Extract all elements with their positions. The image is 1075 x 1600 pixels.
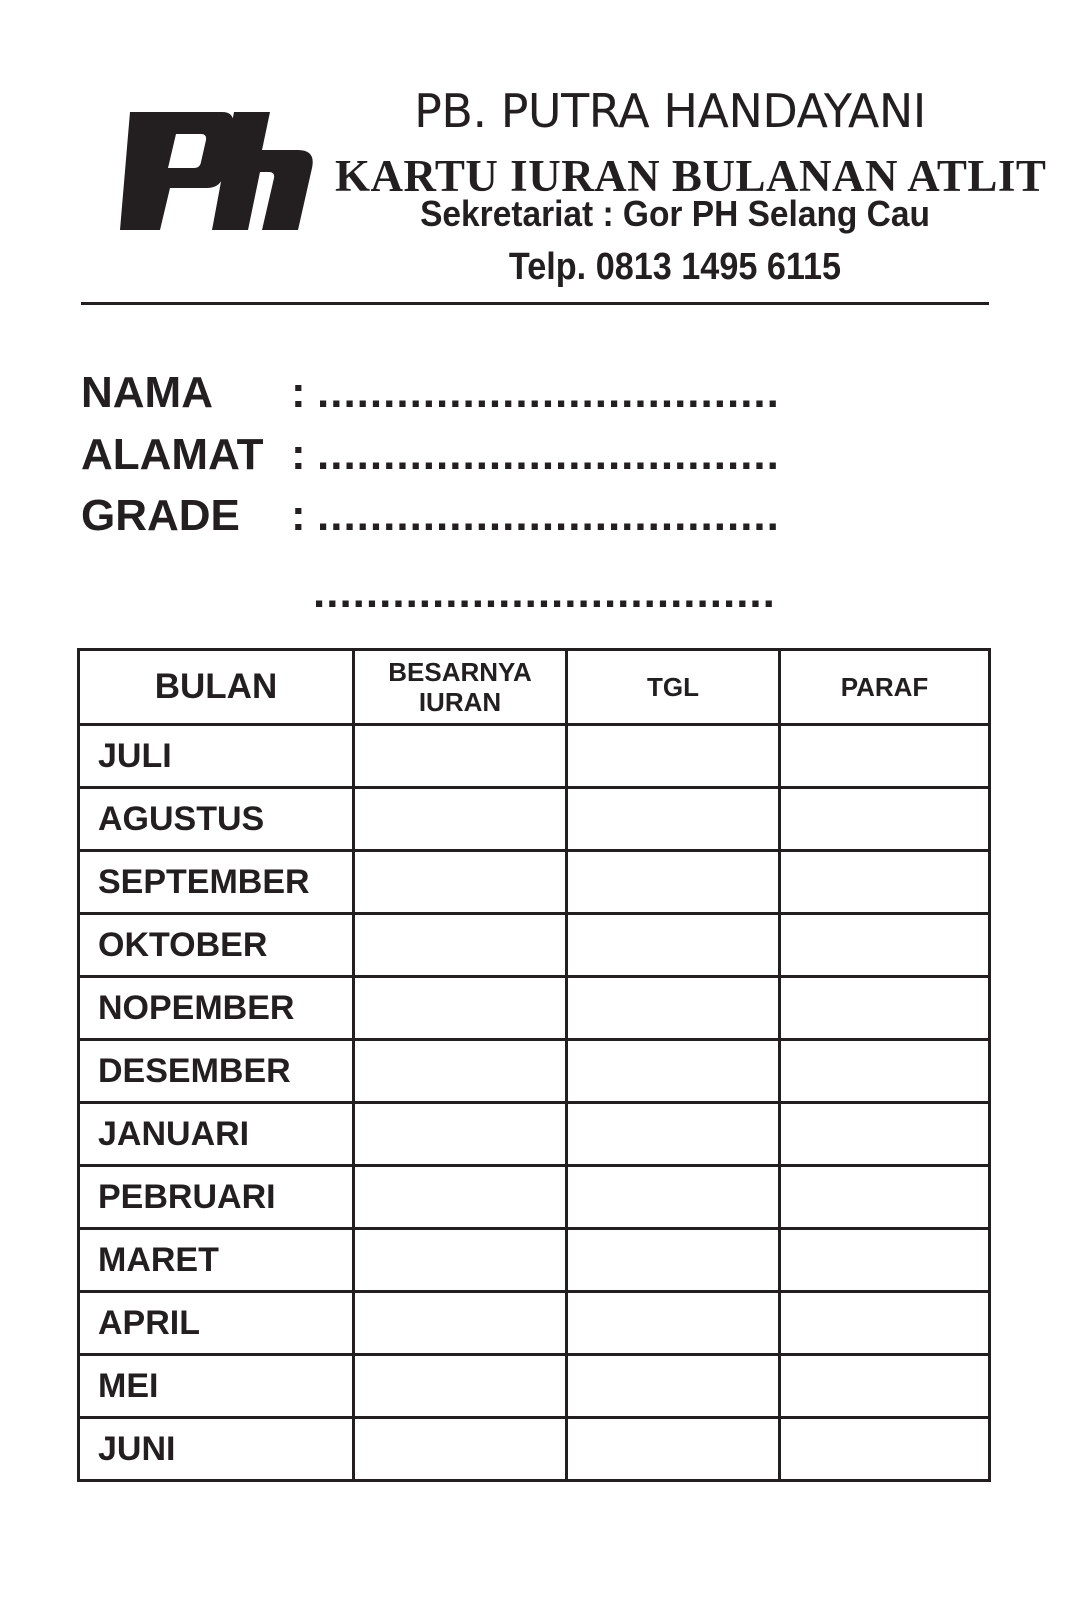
field-fill-line[interactable]: ................................... bbox=[317, 430, 780, 479]
field-separator: : bbox=[291, 430, 306, 479]
table-row bbox=[79, 1103, 990, 1166]
header-besarnya-iuran: BESARNYA IURAN bbox=[354, 650, 567, 725]
date-cell[interactable] bbox=[567, 851, 780, 914]
card-title: KARTU IURAN BULANAN ATLIT bbox=[335, 151, 1047, 201]
date-cell[interactable] bbox=[567, 1292, 780, 1355]
signature-cell[interactable] bbox=[780, 914, 990, 977]
table-header-row bbox=[79, 650, 990, 725]
field-separator: : bbox=[291, 368, 306, 417]
table-row bbox=[79, 1292, 990, 1355]
amount-cell[interactable] bbox=[354, 1040, 567, 1103]
amount-cell[interactable] bbox=[354, 1103, 567, 1166]
field-grade bbox=[81, 491, 780, 541]
table-row bbox=[79, 1040, 990, 1103]
amount-cell[interactable] bbox=[354, 1292, 567, 1355]
date-cell[interactable] bbox=[567, 1229, 780, 1292]
signature-cell[interactable] bbox=[780, 725, 990, 788]
month-label: DESEMBER bbox=[79, 1040, 354, 1103]
month-label: APRIL bbox=[79, 1292, 354, 1355]
month-label: AGUSTUS bbox=[79, 788, 354, 851]
fee-table bbox=[77, 648, 991, 1482]
signature-cell[interactable] bbox=[780, 1040, 990, 1103]
table-row bbox=[79, 1166, 990, 1229]
field-fill-line[interactable]: ................................... bbox=[317, 368, 780, 417]
signature-cell[interactable] bbox=[780, 1292, 990, 1355]
date-cell[interactable] bbox=[567, 1418, 780, 1481]
amount-cell[interactable] bbox=[354, 725, 567, 788]
table-row bbox=[79, 788, 990, 851]
date-cell[interactable] bbox=[567, 977, 780, 1040]
header-tgl: TGL bbox=[567, 650, 780, 725]
amount-cell[interactable] bbox=[354, 851, 567, 914]
date-cell[interactable] bbox=[567, 914, 780, 977]
signature-cell[interactable] bbox=[780, 851, 990, 914]
amount-cell[interactable] bbox=[354, 977, 567, 1040]
amount-cell[interactable] bbox=[354, 914, 567, 977]
ph-logo-icon bbox=[112, 104, 324, 236]
signature-cell[interactable] bbox=[780, 1103, 990, 1166]
header-bulan: BULAN bbox=[79, 650, 354, 725]
signature-cell[interactable] bbox=[780, 1166, 990, 1229]
amount-cell[interactable] bbox=[354, 1229, 567, 1292]
header-paraf: PARAF bbox=[780, 650, 990, 725]
month-label: MEI bbox=[79, 1355, 354, 1418]
field-alamat bbox=[81, 430, 780, 480]
table-row bbox=[79, 1418, 990, 1481]
month-label: JANUARI bbox=[79, 1103, 354, 1166]
field-nama bbox=[81, 368, 780, 418]
field-label: NAMA bbox=[81, 368, 213, 417]
field-fill-line[interactable]: ................................... bbox=[317, 491, 780, 540]
phone-number: Telp. 0813 1495 6115 bbox=[508, 246, 842, 288]
date-cell[interactable] bbox=[567, 725, 780, 788]
amount-cell[interactable] bbox=[354, 1166, 567, 1229]
month-label: JUNI bbox=[79, 1418, 354, 1481]
signature-cell[interactable] bbox=[780, 1229, 990, 1292]
date-cell[interactable] bbox=[567, 1166, 780, 1229]
month-label: SEPTEMBER bbox=[79, 851, 354, 914]
month-label: PEBRUARI bbox=[79, 1166, 354, 1229]
table-row bbox=[79, 725, 990, 788]
amount-cell[interactable] bbox=[354, 1355, 567, 1418]
field-label: GRADE bbox=[81, 491, 240, 540]
amount-cell[interactable] bbox=[354, 1418, 567, 1481]
signature-cell[interactable] bbox=[780, 1418, 990, 1481]
date-cell[interactable] bbox=[567, 788, 780, 851]
month-label: JULI bbox=[79, 725, 354, 788]
date-cell[interactable] bbox=[567, 1355, 780, 1418]
month-label: MARET bbox=[79, 1229, 354, 1292]
secretariat-address: Sekretariat : Gor PH Selang Cau bbox=[420, 193, 930, 234]
table-row bbox=[79, 1355, 990, 1418]
date-cell[interactable] bbox=[567, 1040, 780, 1103]
month-label: OKTOBER bbox=[79, 914, 354, 977]
extra-fill-line[interactable]: ................................... bbox=[313, 568, 776, 617]
table-row bbox=[79, 851, 990, 914]
org-name: PB. PUTRA HANDAYANI bbox=[414, 84, 926, 138]
signature-cell[interactable] bbox=[780, 1355, 990, 1418]
field-separator: : bbox=[291, 491, 306, 540]
amount-cell[interactable] bbox=[354, 788, 567, 851]
field-label: ALAMAT bbox=[81, 430, 264, 479]
table-row bbox=[79, 1229, 990, 1292]
signature-cell[interactable] bbox=[780, 977, 990, 1040]
table-row bbox=[79, 914, 990, 977]
signature-cell[interactable] bbox=[780, 788, 990, 851]
header-divider bbox=[81, 302, 989, 305]
month-label: NOPEMBER bbox=[79, 977, 354, 1040]
date-cell[interactable] bbox=[567, 1103, 780, 1166]
table-row bbox=[79, 977, 990, 1040]
